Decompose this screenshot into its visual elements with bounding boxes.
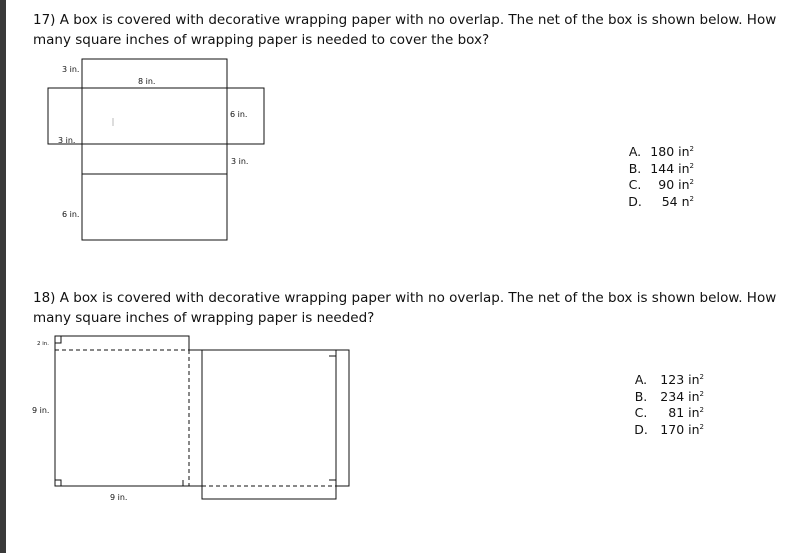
choice-a[interactable] [630, 372, 704, 389]
label-height: 9 in. [32, 406, 50, 415]
choice-letter: C. [628, 177, 642, 192]
choice-letter: D. [628, 193, 642, 209]
choice-value: 123 $in^2$ [660, 372, 704, 387]
label-width: 9 in. [110, 493, 128, 502]
choice-value: 180 $in^2$ [650, 144, 694, 159]
choice-letter: D. [634, 421, 648, 437]
question-18-choices [630, 372, 704, 438]
label-length: 8 in. [138, 77, 156, 86]
net-right-face [202, 350, 336, 486]
choice-letter: C. [634, 405, 648, 420]
choice-value: 170 $in^2$ [660, 421, 704, 437]
choice-value: 90 $in^2$ [658, 177, 694, 192]
label-left-flap: 3 in. [58, 136, 76, 145]
label-flap: 2 in. [37, 341, 50, 347]
choice-value: 54 $n^2$ [661, 193, 694, 209]
label-bottom-height: 6 in. [62, 210, 80, 219]
label-right-side: 6 in. [230, 110, 248, 119]
label-middle-height: 3 in. [231, 157, 249, 166]
net-top-flap [55, 336, 189, 350]
question-17-text: 17) A box is covered with decorative wrapping paper with no overlap. The net of the box is shown below. How many square inches of wrapping paper is needed to cover the box? [33, 12, 777, 48]
net-middle-strip [189, 350, 202, 486]
choice-b[interactable] [630, 389, 704, 406]
label-top-height: 3 in. [62, 65, 80, 74]
choice-value: 144 $in^2$ [650, 160, 694, 176]
choice-letter: A. [628, 144, 642, 159]
choice-letter: B. [634, 388, 648, 404]
choice-value: 234 $in^2$ [660, 388, 704, 404]
net-bottom-flap [202, 486, 336, 499]
choice-value: 81 $in^2$ [668, 405, 704, 420]
choice-d[interactable] [630, 422, 704, 439]
choice-letter: A. [634, 372, 648, 387]
choice-letter: B. [628, 160, 642, 176]
question-18-text: 18) A box is covered with decorative wrapping paper with no overlap. The net of the box is shown below. How many square inches of wrapping paper is needed? [33, 290, 777, 326]
choice-c[interactable] [630, 405, 704, 422]
